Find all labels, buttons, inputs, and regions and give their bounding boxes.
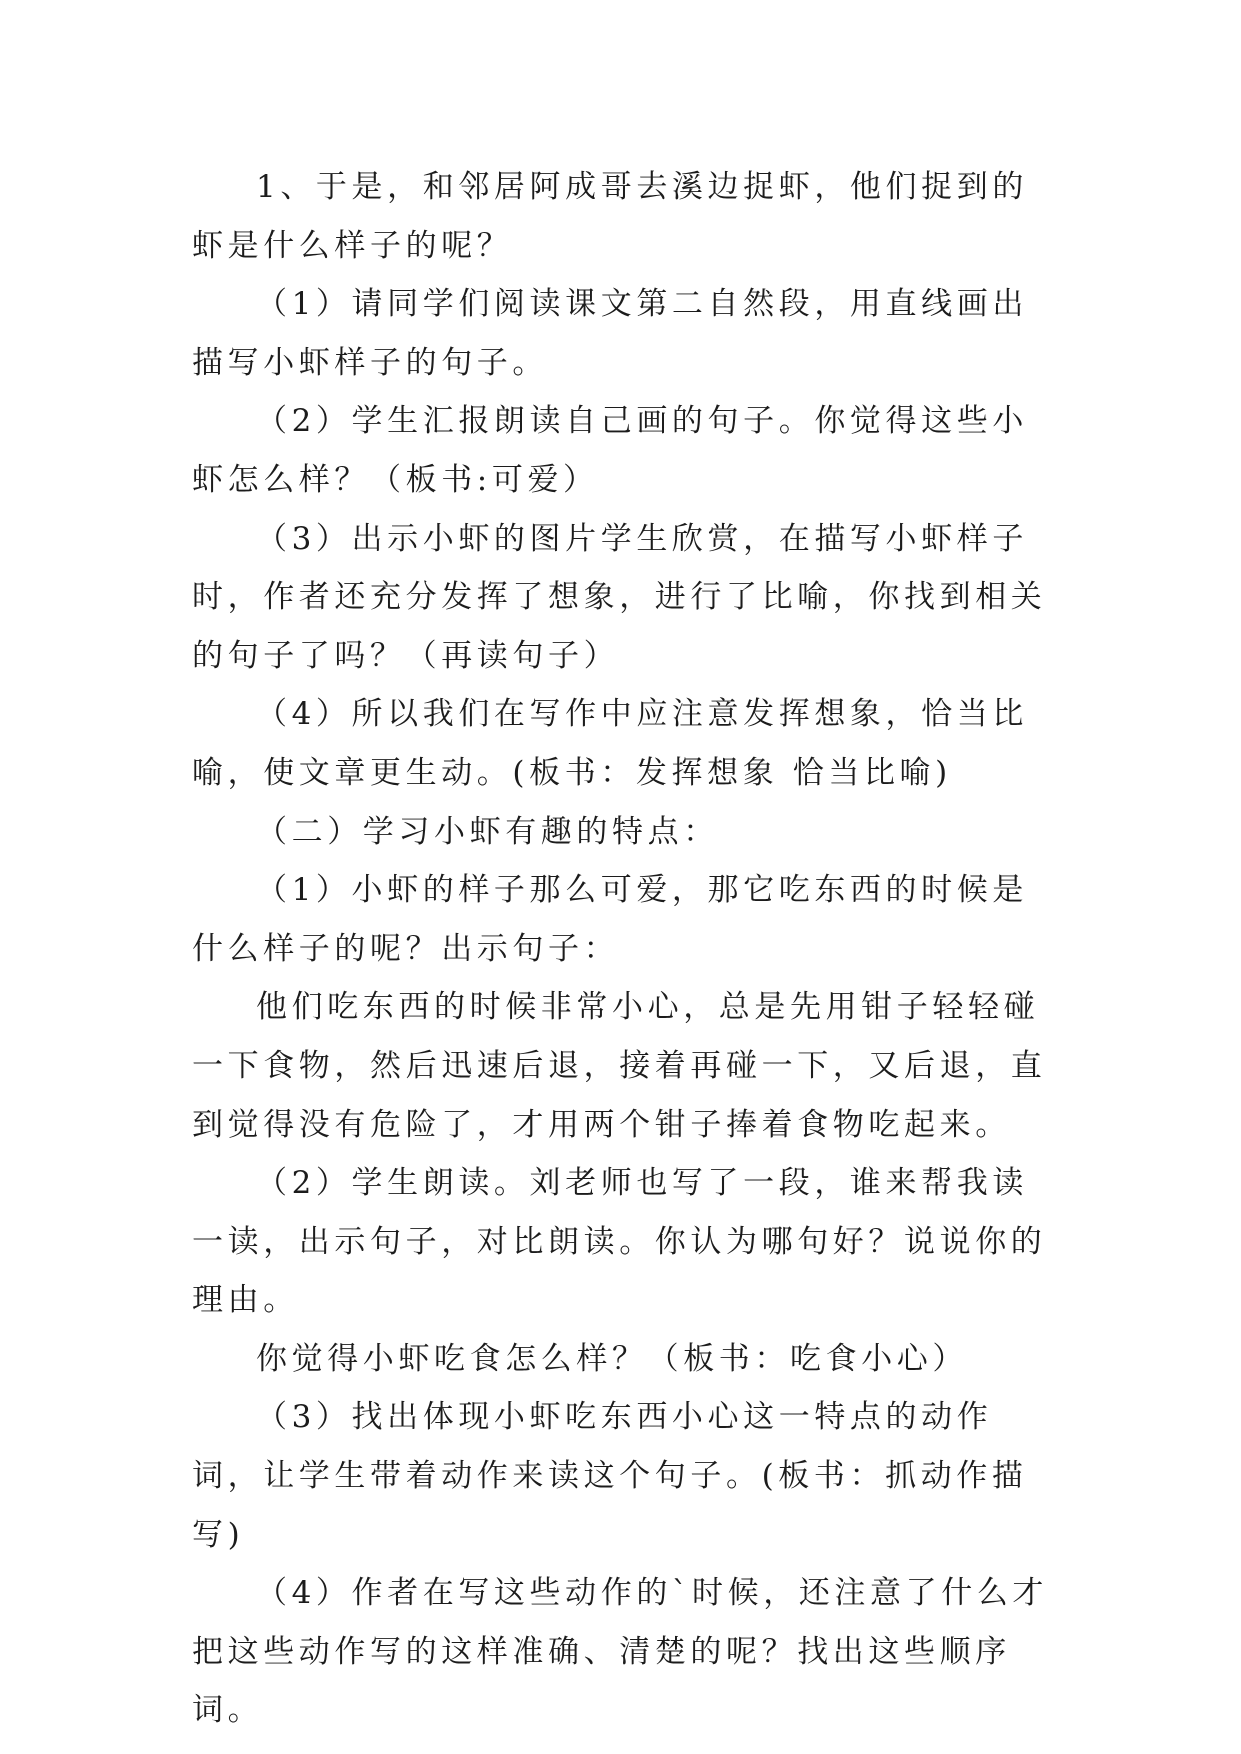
paragraph-5: （4）所以我们在写作中应注意发挥想象，恰当比喻，使文章更生动。(板书：发挥想象 恰当比喻) <box>192 696 1028 791</box>
paragraph-6: （1）小虾的样子那么可爱，那它吃东西的时候是什么样子的呢？出示句子： <box>192 872 1028 967</box>
paragraph-10: （4）作者在写这些动作的`时候，还注意了什么才把这些动作写的这样准确、清楚的呢？找出这些顺序词。 <box>192 1575 1049 1729</box>
paragraph-8: 你觉得小虾吃食怎么样？（板书：吃食小心） <box>256 1340 968 1377</box>
section-heading: （二）学习小虾有趣的特点： <box>256 813 719 850</box>
document-body <box>192 158 1052 1740</box>
paragraph-9: （3）找出体现小虾吃东西小心这一特点的动作词，让学生带着动作来读这个句子。(板书：抓动作描写) <box>192 1399 1028 1553</box>
paragraph-7: （2）学生朗读。刘老师也写了一段，谁来帮我读一读，出示句子，对比朗读。你认为哪句好？说说你的理由。 <box>192 1165 1047 1319</box>
paragraph-4: （3）出示小虾的图片学生欣赏，在描写小虾样子时，作者还充分发挥了想象，进行了比喻，你找到相关的句子了吗？（再读句子） <box>192 520 1047 674</box>
paragraph-3: （2）学生汇报朗读自己画的句子。你觉得这些小虾怎么样？（板书:可爱） <box>192 403 1028 498</box>
paragraph-2: （1）请同学们阅读课文第二自然段，用直线画出描写小虾样子的句子。 <box>192 286 1028 381</box>
paragraph-1: 1、于是，和邻居阿成哥去溪边捉虾，他们捉到的虾是什么样子的呢？ <box>192 169 1028 264</box>
quoted-passage: 他们吃东西的时候非常小心，总是先用钳子轻轻碰一下食物，然后迅速后退，接着再碰一下，又后退，直到觉得没有危险了，才用两个钳子捧着食物吃起来。 <box>192 989 1047 1143</box>
